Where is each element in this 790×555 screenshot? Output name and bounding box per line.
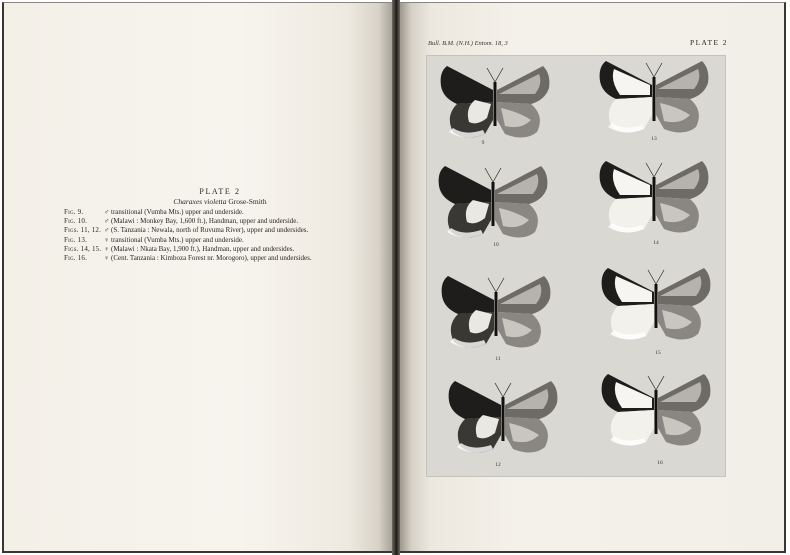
- antenna: [495, 383, 503, 397]
- wing-shape: [495, 292, 498, 336]
- wing-shape: [497, 174, 538, 194]
- antenna: [503, 383, 511, 397]
- caption-text: ♂ transitional (Vumba Mts.) upper and underside.: [104, 208, 244, 216]
- butterfly-specimen-fig-14: [594, 155, 714, 240]
- butterfly-illustration: [594, 55, 714, 140]
- wing-shape: [658, 69, 699, 89]
- butterfly-illustration: [594, 155, 714, 240]
- wing-shape: [439, 166, 491, 204]
- figure-number: 12: [495, 462, 501, 468]
- left-page: [2, 2, 394, 553]
- antenna: [495, 68, 503, 82]
- antenna: [654, 63, 662, 77]
- butterfly-illustration: [596, 262, 716, 347]
- butterfly-illustration: [443, 375, 563, 460]
- caption-label: Fig. 16.: [64, 254, 88, 263]
- wing-shape: [660, 276, 701, 296]
- antenna: [648, 270, 656, 284]
- plate-label: PLATE 2: [690, 38, 728, 47]
- wing-shape: [655, 390, 658, 434]
- wing-shape: [499, 74, 540, 94]
- caption-label: Fig. 10.: [64, 217, 88, 226]
- wing-shape: [502, 397, 505, 441]
- species-title: [120, 197, 320, 206]
- caption-row: [64, 208, 384, 217]
- butterfly-illustration: [435, 60, 555, 145]
- butterfly-specimen-fig-9: [435, 60, 555, 145]
- figure-number: 15: [655, 350, 661, 356]
- species-name: Charaxes violetta: [173, 197, 227, 206]
- butterfly-illustration: [433, 160, 553, 245]
- antenna: [648, 376, 656, 390]
- antenna: [493, 168, 501, 182]
- wing-shape: [653, 177, 656, 221]
- caption-text: ♂ (Malawi : Monkey Bay, 1,600 ft.), Handman, upper and underside.: [104, 217, 299, 226]
- wing-shape: [492, 182, 495, 226]
- figure-number: 16: [657, 460, 663, 466]
- antenna: [496, 278, 504, 292]
- figure-number: 13: [651, 136, 657, 142]
- antenna: [485, 168, 493, 182]
- caption-label: Figs. 14, 15.: [64, 244, 102, 253]
- wing-shape: [655, 284, 658, 328]
- caption-row: [64, 236, 384, 245]
- wing-shape: [507, 389, 548, 409]
- caption-label: Figs. 11, 12.: [64, 226, 102, 235]
- book-gutter: [392, 0, 400, 555]
- wing-shape: [441, 66, 493, 104]
- wing-shape: [449, 381, 501, 419]
- figure-number: 9: [481, 140, 485, 146]
- wing-shape: [442, 276, 494, 314]
- caption-text: ♀ (Cent. Tanzania : Kimboza Forest nr. Morogoro), upper and undersides.: [104, 254, 312, 263]
- wing-shape: [494, 82, 497, 126]
- figure-captions: [64, 208, 384, 263]
- caption-label: Fig. 9.: [64, 208, 84, 216]
- butterfly-specimen-fig-15: [596, 262, 716, 347]
- butterfly-illustration: [436, 270, 556, 355]
- butterfly-specimen-fig-16: [596, 368, 716, 453]
- antenna: [656, 270, 664, 284]
- running-head: Bull. B.M. (N.H.) Entom. 18, 3: [428, 40, 508, 47]
- caption-row: [64, 245, 384, 254]
- figure-number: 10: [493, 242, 499, 248]
- plate-heading: PLATE 2: [199, 187, 241, 196]
- species-author: Grose-Smith: [228, 197, 267, 206]
- wing-shape: [658, 169, 699, 189]
- caption-text: ♀ transitional (Vumba Mts.) upper and underside.: [104, 235, 244, 244]
- caption-row: [64, 226, 384, 235]
- butterfly-specimen-fig-13: [594, 55, 714, 140]
- antenna: [646, 163, 654, 177]
- antenna: [646, 63, 654, 77]
- butterfly-illustration: [596, 368, 716, 453]
- butterfly-specimen-fig-12: [443, 375, 563, 460]
- butterfly-specimen-fig-10: [433, 160, 553, 245]
- wing-shape: [660, 382, 701, 402]
- wing-shape: [500, 284, 541, 304]
- antenna: [487, 68, 495, 82]
- antenna: [656, 376, 664, 390]
- caption-row: [64, 254, 384, 263]
- wing-shape: [653, 77, 656, 121]
- antenna: [654, 163, 662, 177]
- caption-text: ♀ (Malawi : Nkata Bay, 1,900 ft.), Handman, upper and undersides.: [104, 244, 295, 253]
- caption-text: ♂ (S. Tanzania : Newala, north of Ruvuma River), upper and undersides.: [104, 226, 309, 235]
- caption-row: [64, 217, 384, 226]
- antenna: [488, 278, 496, 292]
- figure-number: 11: [495, 356, 501, 362]
- caption-label: Fig. 13.: [64, 235, 88, 244]
- butterfly-specimen-fig-11: [436, 270, 556, 355]
- figure-number: 14: [653, 240, 659, 246]
